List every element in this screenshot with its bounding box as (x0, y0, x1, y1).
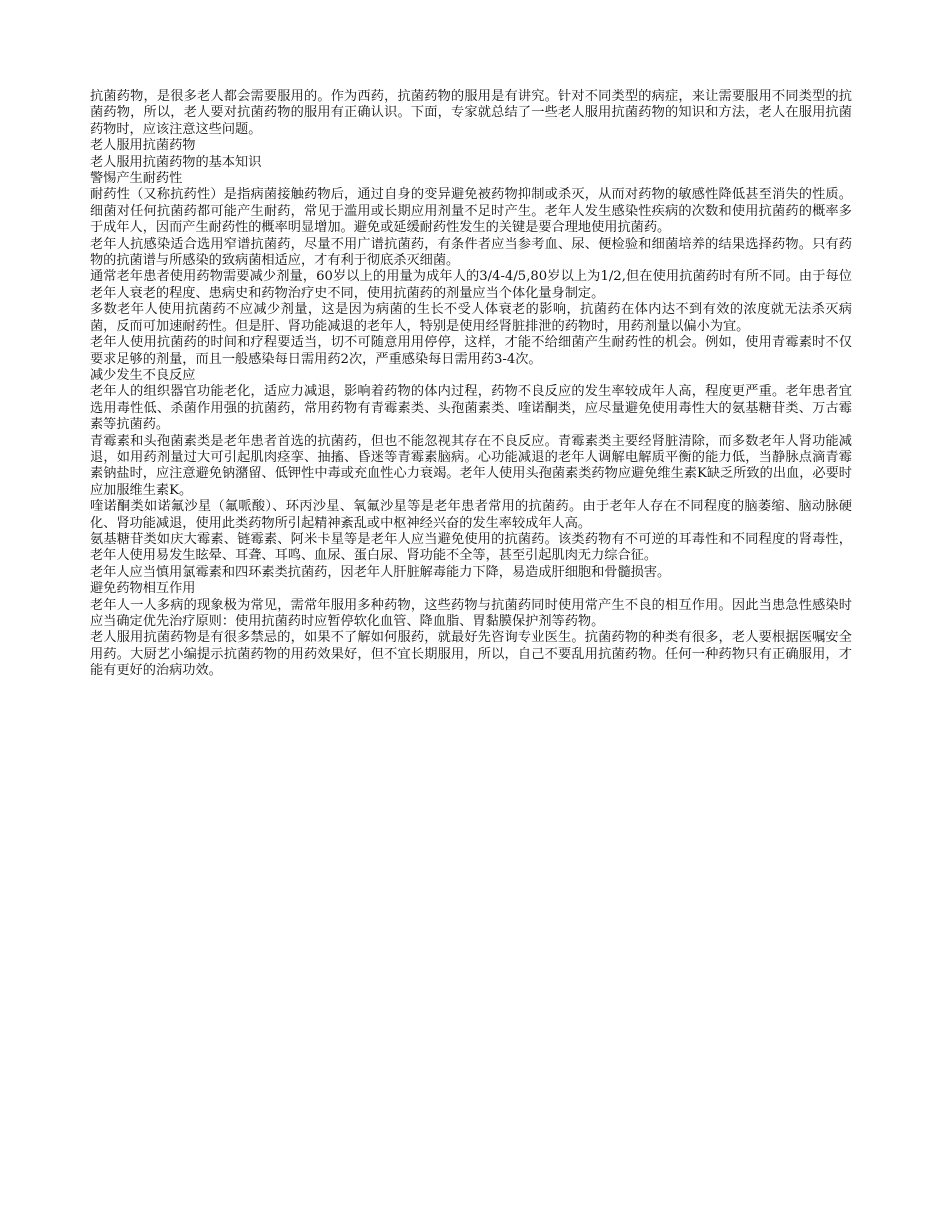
paragraph-multiple-drugs: 老年人一人多病的现象极为常见，需常年服用多种药物，这些药物与抗菌药同时使用常产生不良的相互作用。因此当患急性感染时应当确定优先治疗原则：使用抗菌药时应暂停软化血管、降血脂、胃黏膜保护剂等药物。 (90, 597, 852, 629)
intro-paragraph: 抗菌药物，是很多老人都会需要服用的。作为西药，抗菌药物的服用是有讲究。针对不同类型的病症，来让需要服用不同类型的抗菌药物，所以，老人要对抗菌药物的服用有正确认识。下面，专家就总结了一些老人服用抗菌药物的知识和方法，老人在服用抗菌药物时，应该注意这些问题。 (90, 89, 852, 137)
paragraph-course-duration: 老年人使用抗菌药的时间和疗程要适当，切不可随意用用停停，这样，才能不给细菌产生耐药性的机会。例如，使用青霉素时不仅要求足够的剂量，而且一般感染每日需用药2次，严重感染每日需用药3-4次。 (90, 335, 852, 367)
subheading-drug-interactions: 避免药物相互作用 (90, 581, 196, 597)
article-body (90, 89, 852, 680)
subheading-resistance: 警惕产生耐药性 (90, 171, 183, 187)
paragraph-quinolones: 喹诺酮类如诺氟沙星（氟哌酸）、环丙沙星、氧氟沙星等是老年患者常用的抗菌药。由于老年人存在不同程度的脑萎缩、脑动脉硬化、肾功能减退，使用此类药物所引起精神紊乱或中枢神经兴奋的发生率较成年人高。 (90, 499, 852, 531)
article-title: 老人服用抗菌药物 (90, 138, 196, 154)
paragraph-chloramphenicol: 老年人应当慎用氯霉素和四环素类抗菌药，因老年人肝脏解毒能力下降，易造成肝细胞和骨髓损害。 (90, 564, 671, 580)
paragraph-no-dose-reduction: 多数老年人使用抗菌药不应减少剂量，这是因为病菌的生长不受人体衰老的影响，抗菌药在体内达不到有效的浓度就无法杀灭病菌，反而可加速耐药性。但是肝、肾功能减退的老年人，特别是使用经肾脏排泄的药物时，用药剂量以偏小为宜。 (90, 302, 852, 334)
paragraph-organ-aging: 老年人的组织器官功能老化，适应力减退，影响着药物的体内过程，药物不良反应的发生率较成年人高，程度更严重。老年患者宜选用毒性低、杀菌作用强的抗菌药，常用药物有青霉素类、头孢菌素类、喹诺酮类，应尽量避免使用毒性大的氨基糖苷类、万古霉素等抗菌药。 (90, 384, 852, 433)
paragraph-conclusion: 老人服用抗菌药物是有很多禁忌的，如果不了解如何服药，就最好先咨询专业医生。抗菌药物的种类有很多，老人要根据医嘱安全用药。大厨艺小编提示抗菌药物的用药效果好，但不宜长期服用，所以，自己不要乱用抗菌药物。任何一种药物只有正确服用，才能有更好的治病功效。 (90, 630, 852, 679)
subheading-adverse-reactions: 减少发生不良反应 (90, 367, 196, 383)
paragraph-narrow-spectrum: 老年人抗感染适合选用窄谱抗菌药，尽量不用广谱抗菌药，有条件者应当参考血、尿、便检验和细菌培养的结果选择药物。只有药物的抗菌谱与所感染的致病菌相适应，才有利于彻底杀灭细菌。 (90, 236, 852, 269)
section-heading-basic: 老人服用抗菌药物的基本知识 (90, 154, 262, 170)
paragraph-aminoglycosides: 氨基糖苷类如庆大霉素、链霉素、阿米卡星等是老年人应当避免使用的抗菌药。该类药物有不可逆的耳毒性和不同程度的肾毒性，老年人使用易发生眩晕、耳聋、耳鸣、血尿、蛋白尿、肾功能不全等，甚至引起肌肉无力综合征。 (90, 531, 852, 564)
paragraph-penicillin: 青霉素和头孢菌素类是老年患者首选的抗菌药，但也不能忽视其存在不良反应。青霉素类主要经肾脏清除，而多数老年人肾功能减退，如用药剂量过大可引起肌肉痉挛、抽搐、昏迷等青霉素脑病。心功能减退的老年人调解电解质平衡的能力低，当静脉点滴青霉素钠盐时，应注意避免钠潴留、低钾性中毒或充血性心力衰竭。老年人使用头孢菌素类药物应避免维生素K缺乏所致的出血，必要时应加服维生素K。 (90, 433, 852, 498)
paragraph-resistance-definition: 耐药性（又称抗药性）是指病菌接触药物后，通过自身的变异避免被药物抑制或杀灭，从而对药物的敏感性降低甚至消失的性质。细菌对任何抗菌药都可能产生耐药，常见于滥用或长期应用剂量不足时产生。老年人发生感染性疾病的次数和使用抗菌药的概率多于成年人，因而产生耐药性的概率明显增加。避免或延缓耐药性发生的关键是要合理地使用抗菌药。 (90, 187, 852, 236)
paragraph-dosage: 通常老年患者使用药物需要减少剂量，60岁以上的用量为成年人的3/4-4/5,80岁以上为1/2,但在使用抗菌药时有所不同。由于每位老年人衰老的程度、患病史和药物治疗史不同，使用抗菌药的剂量应当个体化量身制定。 (90, 269, 852, 301)
